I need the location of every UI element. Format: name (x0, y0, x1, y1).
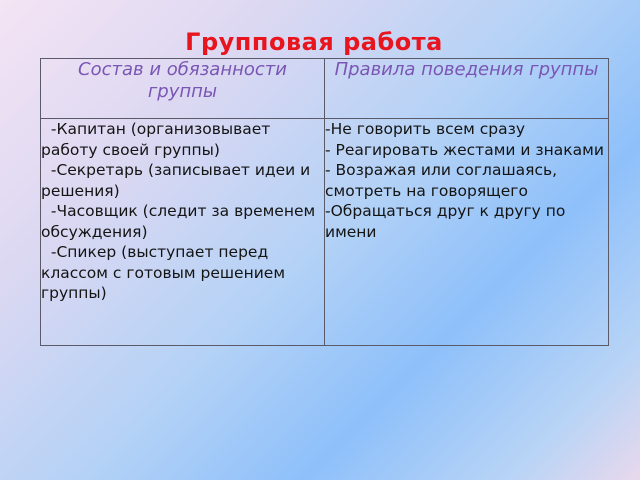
table-body-row (41, 119, 609, 346)
rule-use-names: -Обращаться друг к другу по имени (325, 202, 571, 241)
role-captain: -Капитан (организовывает работу своей группы) (41, 120, 276, 159)
header-behavior-rules: Правила поведения группы (325, 59, 609, 119)
role-secretary: -Секретарь (записывает идеи и решения) (41, 161, 316, 200)
header-group-roles: Состав и обязанности группы (41, 59, 325, 119)
rule-look-at-speaker: - Возражая или соглашаясь, смотреть на говорящего (325, 161, 562, 200)
role-timekeeper: -Часовщик (следит за временем обсуждения) (41, 202, 321, 241)
rules-cell (325, 119, 609, 346)
group-work-table (40, 58, 609, 346)
role-speaker: -Спикер (выступает перед классом с готовым решением группы) (41, 243, 290, 302)
slide-title: Групповая работа (185, 28, 443, 56)
table-header-row (41, 59, 609, 119)
rule-one-at-a-time: -Не говорить всем сразу (325, 120, 526, 138)
roles-cell (41, 119, 325, 346)
rule-gestures: - Реагировать жестами и знаками (325, 140, 604, 159)
